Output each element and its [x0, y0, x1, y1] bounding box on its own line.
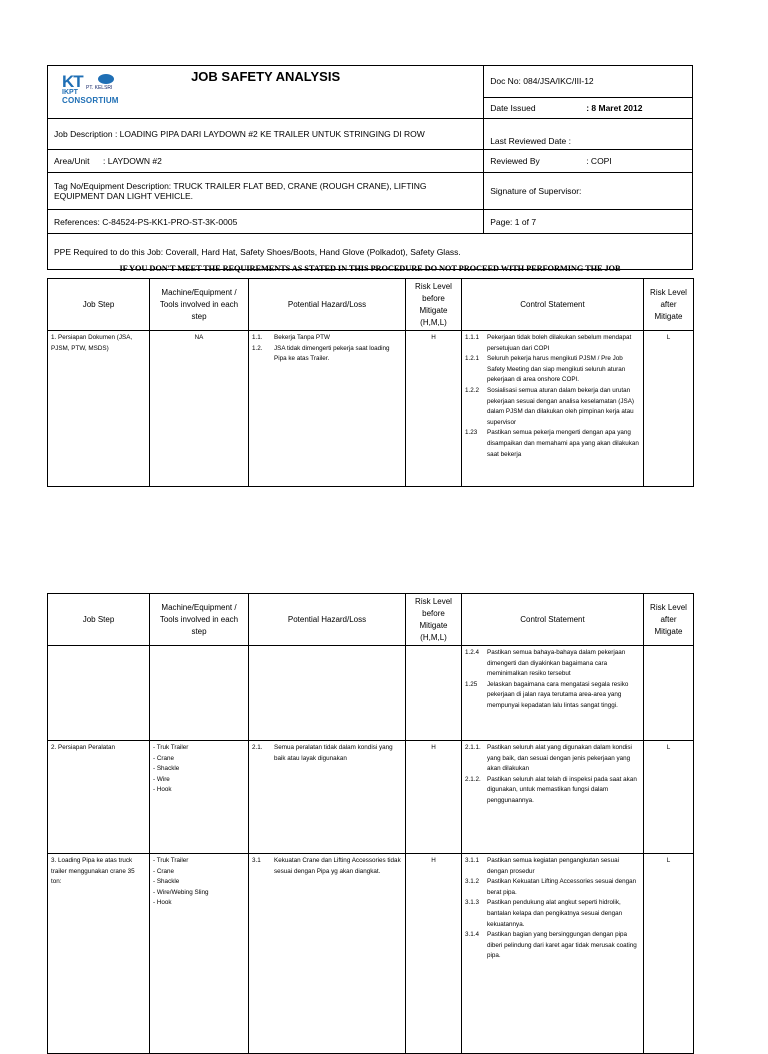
job-step-cell — [48, 646, 150, 741]
references: References: C-84524-PS-KK1-PRO-ST-3K-0005 — [48, 210, 484, 234]
signature-of-supervisor: Signature of Supervisor: — [484, 173, 693, 210]
machine-cell — [150, 646, 249, 741]
table-row — [48, 741, 694, 854]
risk-after-cell: L — [644, 741, 694, 854]
hazard-cell — [249, 646, 406, 741]
hazard-cell — [249, 331, 406, 487]
machine-cell — [150, 741, 249, 854]
last-reviewed-date: Last Reviewed Date : — [484, 119, 693, 150]
job-step-cell: 2. Persiapan Peralatan — [48, 741, 150, 854]
control-item: 3.1.4 Pastikan bagian yang bersinggungan dengan pipa diberi pelindung dari karet agar tidak merusak coating pipa. — [465, 931, 637, 960]
control-item: 1.2.2 Sosialisasi semua aturan dalam bekerja dan urutan pekerjaan sesuai dengan analisa keselamatan (JSA) dalam PJSM dan dilakukan oleh pimpinan kerja atau supervisor — [465, 386, 635, 426]
risk-after-cell: L — [644, 331, 694, 487]
control-cell — [462, 331, 644, 487]
date-issued: Date Issued : 8 Maret 2012 — [484, 97, 693, 118]
col-risk-after: Risk Level after Mitigate — [644, 594, 694, 646]
area-unit: Area/Unit : LAYDOWN #2 — [48, 150, 484, 173]
control-item: 3.1.2 Pastikan Kekuatan Lifting Accessories sesuai dengan berat pipa. — [465, 878, 637, 896]
list-item: - Shackle — [153, 764, 245, 775]
risk-before-cell: H — [406, 741, 462, 854]
risk-after-cell: L — [644, 854, 694, 1054]
risk-before-cell: H — [406, 854, 462, 1054]
control-item: 2.1.2. Pastikan seluruh alat telah di inspeksi pada saat akan digunakan, untuk memastikan fungsi dalam penggunaannya. — [465, 775, 637, 804]
control-cell — [462, 646, 644, 741]
reviewed-by: Reviewed By : COPI — [484, 150, 693, 173]
control-item: 1.1.1 Pekerjaan tidak boleh dilakukan sebelum mendapat persetujuan dari COPI — [465, 334, 632, 352]
col-risk-before: Risk Level before Mitigate (H,M,L) — [406, 594, 462, 646]
risk-after-cell — [644, 646, 694, 741]
jsa-table-page2 — [47, 593, 694, 1054]
col-machine: Machine/Equipment / Tools involved in each step — [150, 594, 249, 646]
table-header-row — [48, 279, 694, 331]
job-step-cell: 3. Loading Pipa ke atas truck trailer menggunakan crane 35 ton: — [48, 854, 150, 1054]
jsa-table-page1 — [47, 278, 694, 487]
list-item: - Crane — [153, 867, 245, 878]
table-header-row — [48, 594, 694, 646]
col-hazard: Potential Hazard/Loss — [249, 594, 406, 646]
risk-before-cell: H — [406, 331, 462, 487]
table-row — [48, 646, 694, 741]
col-risk-after: Risk Level after Mitigate — [644, 279, 694, 331]
col-hazard: Potential Hazard/Loss — [249, 279, 406, 331]
col-control: Control Statement — [462, 594, 644, 646]
tag-equipment-description: Tag No/Equipment Description: TRUCK TRAILER FLAT BED, CRANE (ROUGH CRANE), LIFTING EQUIPMENT DAN LIGHT VEHICLE. — [48, 173, 484, 210]
list-item: - Shackle — [153, 877, 245, 888]
risk-before-cell — [406, 646, 462, 741]
control-item: 3.1.3 Pastikan pendukung alat angkut seperti hidrolik, bantalan kelapa dan pengikatnya sesuai dengan kekuatannya. — [465, 899, 623, 928]
control-item: 2.1.1. Pastikan seluruh alat yang digunakan dalam kondisi yang baik, dan sesuai dengan jenis pekerjaan yang akan dilakukan — [465, 744, 632, 773]
col-machine: Machine/Equipment / Tools involved in each step — [150, 279, 249, 331]
hazard-cell — [249, 741, 406, 854]
equipment-list — [153, 856, 245, 909]
hazard-item: 1.2. JSA tidak dimengerti pekerja saat loading Pipa ke atas Trailer. — [252, 344, 390, 363]
jsa-header-table — [47, 65, 693, 270]
job-description: Job Description : LOADING PIPA DARI LAYDOWN #2 KE TRAILER UNTUK STRINGING DI ROW — [48, 119, 484, 150]
warning-banner: IF YOU DON'T MEET THE REQUIREMENTS AS STATED IN THIS PROCEDURE DO NOT PROCEED WITH PERFORMING THE JOB — [119, 264, 621, 273]
control-item: 3.1.1 Pastikan semua kegiatan pengangkutan sesuai dengan prosedur — [465, 857, 619, 875]
hazard-item: 2.1. Semua peralatan tidak dalam kondisi yang baik atau layak digunakan — [252, 744, 393, 762]
hazard-item: 1.1. Bekerja Tanpa PTW — [252, 334, 330, 341]
page-number: Page: 1 of 7 — [484, 210, 693, 234]
list-item: - Truk Trailer — [153, 856, 245, 867]
col-job-step: Job Step — [48, 594, 150, 646]
list-item: - Truk Trailer — [153, 743, 245, 754]
list-item: - Hook — [153, 898, 245, 909]
machine-cell: NA — [150, 331, 249, 487]
equipment-list — [153, 743, 245, 796]
col-risk-before: Risk Level before Mitigate (H,M,L) — [406, 279, 462, 331]
list-item: - Wire — [153, 775, 245, 786]
control-item: 1.2.4 Pastikan semua bahaya-bahaya dalam pekerjaan dimengerti dan diyakinkan bagaimana cara meminimalkan resiko tersebut — [465, 649, 626, 678]
control-cell — [462, 741, 644, 854]
control-item: 1.25 Jelaskan bagaimana cara mengatasi segala resiko pekerjaan di jalan raya terutama area-area yang mempunyai kepadatan lalu lintas sangat tinggi. — [465, 680, 629, 709]
document-title: JOB SAFETY ANALYSIS — [191, 69, 341, 84]
list-item: - Wire/Webing Sling — [153, 888, 245, 899]
control-item: 1.2.1 Seluruh pekerja harus mengikuti PJSM / Pre Job Safety Meeting dan siap mengikuti seluruh aturan pekerjaan di area onshore COPI. — [465, 355, 626, 384]
hazard-item: 3.1 Kekuatan Crane dan Lifting Accessories tidak sesuai dengan Pipa yg akan diangkat. — [252, 857, 401, 875]
list-item: - Hook — [153, 785, 245, 796]
doc-no: Doc No: 084/JSA/IKC/III-12 — [484, 66, 693, 98]
ppe-required: PPE Required to do this Job: Coverall, Hard Hat, Safety Shoes/Boots, Hand Glove (Polkadot), Safety Glass. — [48, 234, 693, 270]
company-logo: KT PT. KELSRI IKPT CONSORTIUM — [62, 72, 119, 105]
control-item: 1.23 Pastikan semua pekerja mengerti dengan apa yang disampaikan dan memahami apa yang akan dilakukan saat bekerja — [465, 429, 639, 458]
list-item: - Crane — [153, 754, 245, 765]
job-step-cell: 1. Persiapan Dokumen (JSA, PJSM, PTW, MSDS) — [48, 331, 150, 487]
table-row — [48, 331, 694, 487]
col-job-step: Job Step — [48, 279, 150, 331]
title-cell — [48, 66, 484, 119]
col-control: Control Statement — [462, 279, 644, 331]
